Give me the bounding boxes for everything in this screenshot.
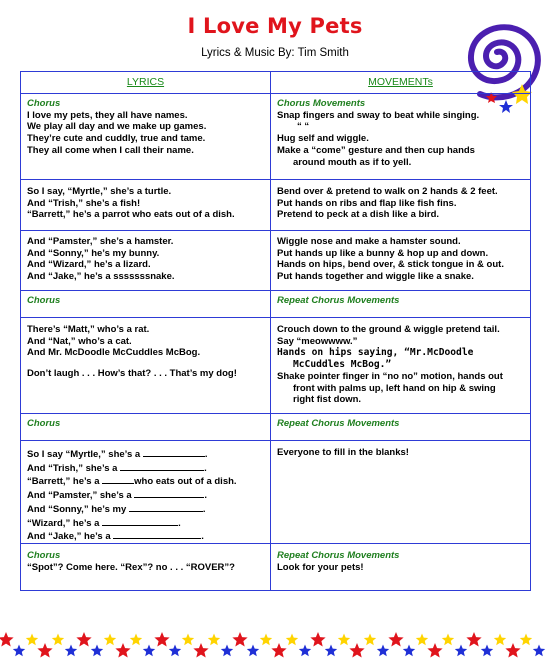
movement-line: right fist down. — [293, 394, 362, 406]
star-icon — [65, 645, 77, 657]
table-header-row — [21, 72, 531, 94]
movement-line: Say “meowwww.” — [277, 335, 358, 347]
star-icon — [247, 645, 259, 657]
lyric-line: And “Pamster,” she’s a . — [27, 490, 207, 502]
star-icon — [286, 634, 298, 646]
star-icon — [310, 632, 325, 647]
lyric-line: “Spot”? Come here. “Rex”? no . . . “ROVER”? — [27, 561, 235, 573]
lyrics-cell — [21, 414, 271, 441]
star-icon — [364, 634, 376, 646]
movement-line: Snap fingers and sway to beat while singing. — [277, 109, 480, 121]
lyric-line: And “Wizard,” he’s a lizard. — [27, 259, 151, 271]
movement-line: McCuddles McBog.” — [293, 359, 392, 371]
lyric-line: And “Trish,” she’s a fish! — [27, 197, 141, 209]
fill-blank — [143, 447, 205, 457]
lyrics-cell — [21, 318, 271, 414]
fill-blank — [134, 488, 204, 498]
star-icon — [13, 645, 25, 657]
lyrics-cell — [21, 180, 271, 231]
lyrics-cell — [21, 543, 271, 590]
fill-blank — [120, 461, 204, 471]
star-icon — [182, 634, 194, 646]
lyrics-cell — [21, 231, 271, 291]
movement-line: around mouth as if to yell. — [293, 156, 412, 168]
table-row — [21, 291, 531, 318]
movements-cell — [271, 414, 531, 441]
movements-column-header: MOVEMENTs — [271, 72, 531, 94]
movement-line: Put hands together and wiggle like a snake. — [277, 271, 474, 283]
lyric-line: And “Trish,” she’s a . — [27, 462, 207, 474]
movements-cell — [271, 543, 531, 590]
star-icon — [427, 643, 442, 658]
lyrics-table — [20, 71, 531, 591]
lyric-line: They’re cute and cuddly, true and tame. — [27, 133, 206, 145]
star-icon — [208, 634, 220, 646]
lyrics-cell — [21, 291, 271, 318]
star-icon — [130, 634, 142, 646]
star-icon — [388, 632, 403, 647]
lyric-line: And “Sonny,” he’s my . — [27, 503, 206, 515]
star-icon — [325, 645, 337, 657]
repeat-chorus-movements-label: Repeat Chorus Movements — [277, 418, 400, 429]
movement-line: Bend over & pretend to walk on 2 hands & 2 feet. — [277, 186, 498, 197]
lyrics-cell — [21, 94, 271, 180]
lyric-line: And “Jake,” he’s a . — [27, 531, 204, 543]
star-icon — [466, 632, 481, 647]
lyric-line: There’s “Matt,” who’s a rat. — [27, 324, 150, 335]
star-icon — [260, 634, 272, 646]
star-icon — [520, 634, 532, 646]
movements-cell — [271, 94, 531, 180]
star-icon — [442, 634, 454, 646]
star-icon — [403, 645, 415, 657]
star-icon — [533, 645, 545, 657]
chorus-label: Chorus — [27, 295, 61, 306]
lyrics-column-header: LYRICS — [21, 72, 271, 94]
star-icon — [26, 634, 38, 646]
lyric-line: I love my pets, they all have names. — [27, 109, 188, 121]
lyric-line: “Barrett,” he’s a parrot who eats out of a dish. — [27, 209, 235, 221]
star-icon — [299, 645, 311, 657]
movement-line: front with palms up, left hand on hip & swing — [293, 382, 496, 394]
star-icon — [494, 634, 506, 646]
table-row — [21, 180, 531, 231]
lyric-line: And Mr. McDoodle McCuddles McBog. — [27, 347, 201, 359]
lyrics-cell — [21, 441, 271, 544]
table-row — [21, 441, 531, 544]
star-icon — [193, 643, 208, 658]
lyric-line: And “Nat,” who’s a cat. — [27, 335, 132, 347]
movement-line: Look for your pets! — [277, 561, 364, 573]
star-icon — [481, 645, 493, 657]
repeat-chorus-movements-label: Repeat Chorus Movements — [277, 295, 400, 306]
lyric-line: And “Jake,” he’s a sssssssnake. — [27, 271, 175, 283]
movement-line: Everyone to fill in the blanks! — [277, 447, 409, 458]
star-icon — [221, 645, 233, 657]
fill-blank — [102, 516, 178, 526]
movement-line: Put hands up like a bunny & hop up and down. — [277, 247, 489, 259]
star-icon — [232, 632, 247, 647]
lyric-line: Don’t laugh . . . How’s that? . . . That’s my dog! — [27, 368, 237, 380]
star-icon — [37, 643, 52, 658]
movements-cell — [271, 441, 531, 544]
movement-line: Hands on hips, bend over, & stick tongue in & out. — [277, 259, 504, 271]
star-icon — [416, 634, 428, 646]
chorus-label: Chorus — [27, 418, 61, 429]
fill-blank — [113, 529, 201, 539]
movement-line: Hands on hips saying, “Mr.McDoodle — [277, 347, 474, 359]
movements-cell — [271, 180, 531, 231]
table-row — [21, 543, 531, 590]
movements-cell — [271, 231, 531, 291]
star-icon — [271, 643, 286, 658]
fill-blank — [129, 502, 203, 512]
star-border — [0, 630, 550, 661]
movements-cell — [271, 291, 531, 318]
page-title: I Love My Pets — [187, 14, 363, 38]
star-icon — [154, 632, 169, 647]
lyric-line: And “Pamster,” she’s a hamster. — [27, 236, 174, 247]
lyric-line: So I say, “Myrtle,” she’s a turtle. — [27, 186, 172, 197]
table-row — [21, 414, 531, 441]
movement-line: Put hands on ribs and flap like fish fins. — [277, 197, 457, 209]
star-icon — [349, 643, 364, 658]
star-icon — [338, 634, 350, 646]
lyric-line: And “Sonny,” he’s my bunny. — [27, 247, 160, 259]
lyric-line: “Wizard,” he’s a . — [27, 517, 181, 529]
star-icon — [377, 645, 389, 657]
movement-line: Crouch down to the ground & wiggle pretend tail. — [277, 324, 500, 335]
star-icon — [143, 645, 155, 657]
table-row — [21, 94, 531, 180]
chorus-label: Chorus — [27, 549, 61, 561]
lyric-line: So I say “Myrtle,” she’s a . — [27, 449, 208, 460]
star-icon — [76, 632, 91, 647]
star-icon — [505, 643, 520, 658]
chorus-movements-label: Chorus Movements — [277, 98, 366, 109]
lyric-line: “Barrett,” he’s a who eats out of a dish. — [27, 476, 237, 488]
movement-line: Shake pointer finger in “no no” motion, hands out — [277, 370, 503, 382]
chorus-label: Chorus — [27, 98, 61, 109]
star-icon — [0, 632, 14, 647]
star-icon — [104, 634, 116, 646]
movements-cell — [271, 318, 531, 414]
star-icon — [91, 645, 103, 657]
star-icon — [52, 634, 64, 646]
page-subtitle: Lyrics & Music By: Tim Smith — [201, 47, 349, 59]
lyric-line: They all come when I call their name. — [27, 144, 194, 156]
movement-line: Hug self and wiggle. — [277, 133, 369, 145]
movement-line: Make a “come” gesture and then cup hands — [277, 144, 475, 156]
star-icon — [169, 645, 181, 657]
lyric-line: We play all day and we make up games. — [27, 121, 207, 133]
repeat-chorus-movements-label: Repeat Chorus Movements — [277, 549, 400, 561]
table-row — [21, 318, 531, 414]
movement-line: Pretend to peck at a dish like a bird. — [277, 209, 440, 221]
movement-line: “ “ — [297, 121, 310, 133]
movement-line: Wiggle nose and make a hamster sound. — [277, 236, 461, 247]
star-icon — [455, 645, 467, 657]
table-row — [21, 231, 531, 291]
fill-blank — [102, 474, 134, 484]
star-icon — [115, 643, 130, 658]
